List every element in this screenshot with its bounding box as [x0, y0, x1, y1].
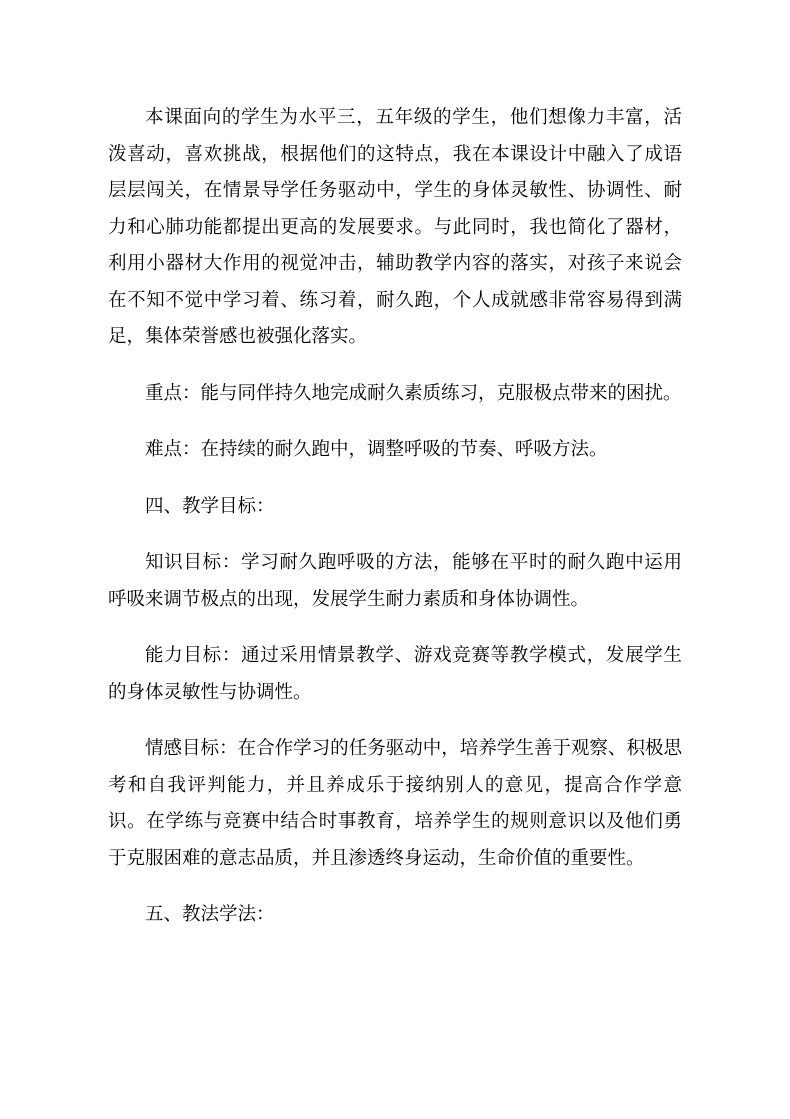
text-line: 情感目标：在合作学习的任务驱动中，培养学生善于观察、积极思	[145, 738, 682, 759]
paragraph-intro	[108, 100, 682, 356]
section-heading-methods	[108, 897, 682, 934]
document-page	[108, 100, 682, 934]
text-line: 于克服困难的意志品质，并且渗透终身运动，生命价值的重要性。	[108, 847, 645, 869]
text-line: 在不知不觉中学习着、练习着，耐久跑，个人成就感非常容易得到满	[108, 289, 682, 311]
text-line: 五、教法学法：	[145, 904, 275, 925]
text-line: 泼喜动，喜欢挑战，根据他们的这特点，我在本课设计中融入了成语	[108, 143, 682, 165]
section-heading-teaching-goals	[108, 489, 682, 526]
text-line: 利用小器材大作用的视觉冲击，辅助教学内容的落实，对孩子来说会	[108, 253, 682, 274]
text-line: 考和自我评判能力，并且养成乐于接纳别人的意见，提高合作学意	[108, 774, 682, 796]
text-line: 能力目标：通过采用情景教学、游戏竞赛等教学模式，发展学生	[145, 645, 682, 666]
text-line: 重点：能与同伴持久地完成耐久素质练习，克服极点带来的困扰。	[145, 382, 682, 404]
paragraph-difficult-point	[108, 432, 682, 469]
text-line: 四、教学目标：	[145, 495, 275, 517]
paragraph-key-point	[108, 376, 682, 413]
text-line: 呼吸来调节极点的出现，发展学生耐力素质和身体协调性。	[108, 588, 590, 610]
paragraph-ability-goal	[108, 638, 682, 711]
text-line: 足，集体荣誉感也被强化落实。	[108, 326, 368, 347]
text-line: 难点：在持续的耐久跑中，调整呼吸的节奏、呼吸方法。	[145, 439, 608, 460]
text-line: 层层闯关，在情景导学任务驱动中，学生的身体灵敏性、协调性、耐	[108, 180, 682, 201]
text-line: 知识目标：学习耐久跑呼吸的方法，能够在平时的耐久跑中运用	[145, 552, 682, 573]
text-line: 识。在学练与竞赛中结合时事教育，培养学生的规则意识以及他们勇	[108, 811, 682, 832]
paragraph-emotion-goal	[108, 731, 682, 877]
text-line: 的身体灵敏性与协调性。	[108, 681, 312, 703]
text-line: 本课面向的学生为水平三，五年级的学生，他们想像力丰富，活	[145, 107, 682, 128]
text-line: 力和心肺功能都提出更高的发展要求。与此同时，我也简化了器材，	[108, 216, 682, 238]
paragraph-knowledge-goal	[108, 545, 682, 618]
